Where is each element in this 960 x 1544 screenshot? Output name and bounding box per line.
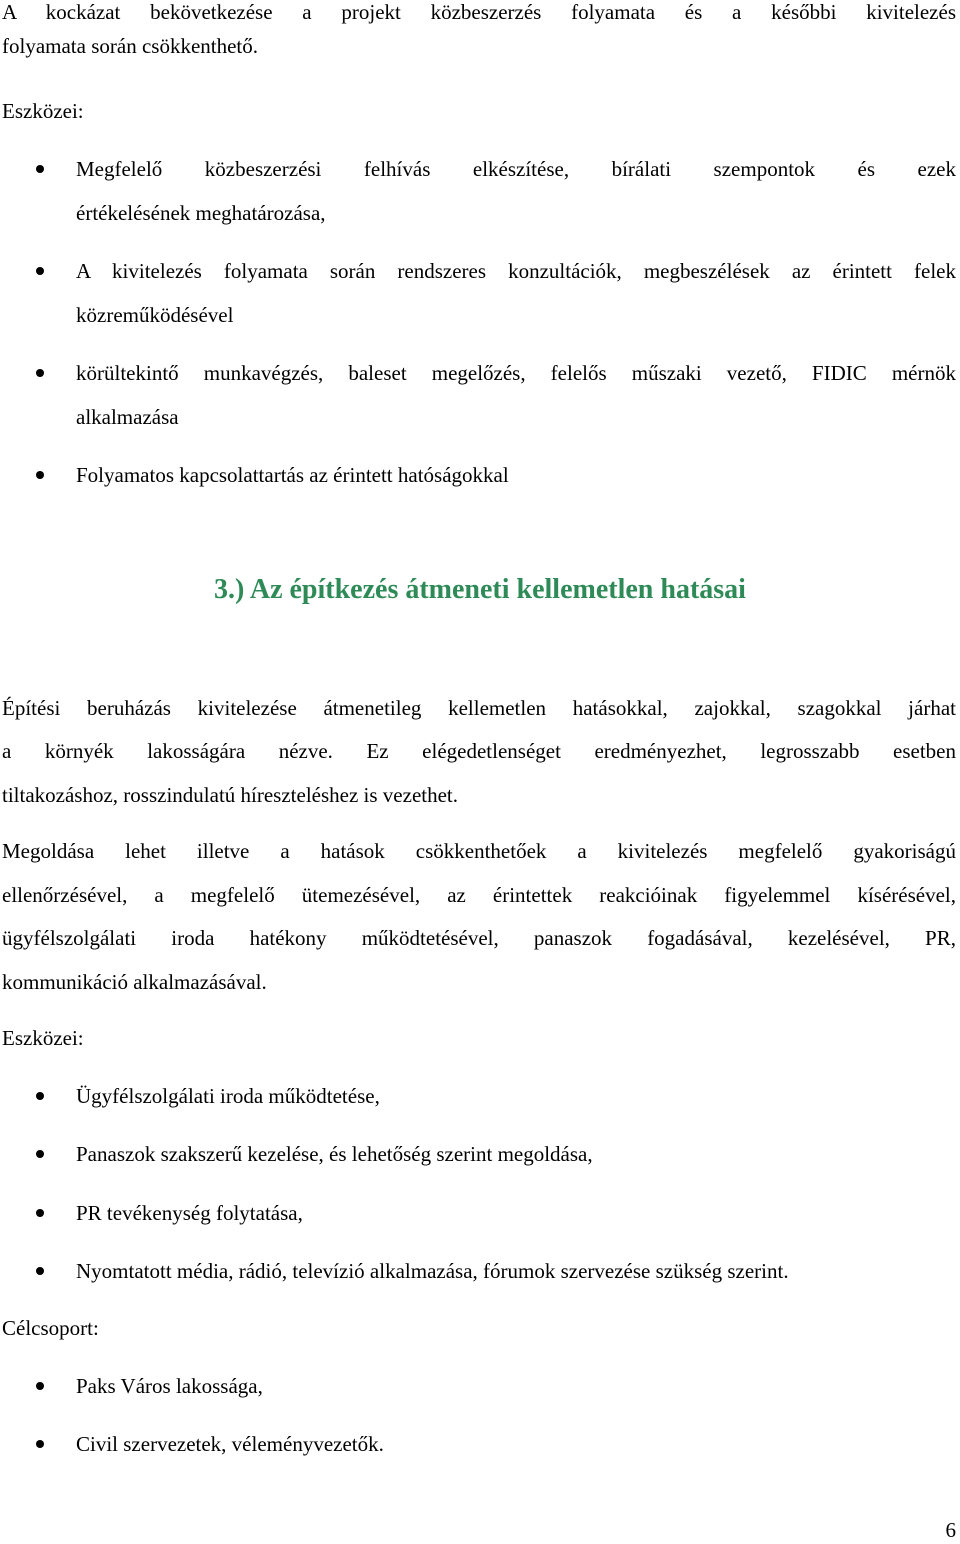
bullet-icon (36, 1267, 44, 1275)
solution-paragraph-line-2: ellenőrzésével, a megfelelő ütemezésével, az érintettek reakcióinak figyelemmel kísérésével, (2, 883, 956, 907)
solution-paragraph-line-1: Megoldása lehet illetve a hatások csökkenthetőek a kivitelezés megfelelő gyakoriságú (2, 839, 956, 863)
bullet-icon (36, 1092, 44, 1100)
list-item-line-1: körültekintő munkavégzés, baleset megelőzés, felelős műszaki vezető, FIDIC mérnök (76, 361, 956, 385)
list-item (76, 1191, 956, 1235)
list-item (76, 1249, 956, 1293)
solution-paragraph-line-4: kommunikáció alkalmazásával. (2, 970, 267, 994)
list-item (76, 1364, 956, 1408)
solution-paragraph-line-3: ügyfélszolgálati iroda hatékony működtetésével, panaszok fogadásával, kezelésével, PR, (2, 926, 956, 950)
list-item-text: Civil szervezetek, véleményvezetők. (76, 1432, 384, 1456)
list-item (76, 249, 956, 337)
bullet-icon (36, 369, 44, 377)
impact-paragraph-line-2: a környék lakosságára nézve. Ez elégedetlenséget eredményezhet, legrosszabb esetben (2, 739, 956, 763)
list-item-text: PR tevékenység folytatása, (76, 1201, 303, 1225)
bullet-icon (36, 471, 44, 479)
bullet-icon (36, 165, 44, 173)
list-item-line-1: Folyamatos kapcsolattartás az érintett hatóságokkal (76, 463, 509, 487)
list-item-line-2: értékelésének meghatározása, (76, 201, 326, 225)
tools-label: Eszközei: (2, 1026, 84, 1050)
list-item-line-1: Megfelelő közbeszerzési felhívás elkészítése, bírálati szempontok és ezek (76, 157, 956, 181)
list-item (76, 147, 956, 235)
list-item (76, 1074, 956, 1118)
top-paragraph-line-1: A kockázat bekövetkezése a projekt közbeszerzés folyamata és a későbbi kivitelezés (2, 0, 956, 24)
bullet-icon (36, 1440, 44, 1448)
list-item-line-2: alkalmazása (76, 405, 179, 429)
section-number: 3.) (214, 574, 245, 605)
bullet-icon (36, 1150, 44, 1158)
bullet-icon (36, 1382, 44, 1390)
list-item-text: Nyomtatott média, rádió, televízió alkalmazása, fórumok szervezése szükség szerint. (76, 1259, 789, 1283)
page-number: 6 (945, 1518, 956, 1542)
impact-paragraph-line-3: tiltakozáshoz, rosszindulatú híreszteléshez is vezethet. (2, 783, 459, 807)
impact-paragraph-line-1: Építési beruházás kivitelezése átmenetileg kellemetlen hatásokkal, zajokkal, szagokkal járhat (2, 696, 956, 720)
list-item-line-1: A kivitelezés folyamata során rendszeres konzultációk, megbeszélések az érintett felek (76, 259, 956, 283)
section-title: Az építkezés átmeneti kellemetlen hatásai (249, 574, 746, 605)
section-heading (0, 570, 960, 610)
list-item (76, 1422, 956, 1466)
tools-label: Eszközei: (2, 99, 84, 123)
bullet-icon (36, 267, 44, 275)
list-item-text: Ügyfélszolgálati iroda működtetése, (76, 1084, 380, 1108)
list-item-text: Panaszok szakszerű kezelése, és lehetőség szerint megoldása, (76, 1142, 593, 1166)
bullet-icon (36, 1209, 44, 1217)
list-item-text: Paks Város lakossága, (76, 1374, 263, 1398)
list-item-line-2: közreműködésével (76, 303, 234, 327)
list-item (76, 453, 956, 497)
top-paragraph-line-2: folyamata során csökkenthető. (2, 34, 258, 58)
target-group-label: Célcsoport: (2, 1316, 99, 1340)
list-item (76, 351, 956, 439)
list-item (76, 1132, 956, 1176)
